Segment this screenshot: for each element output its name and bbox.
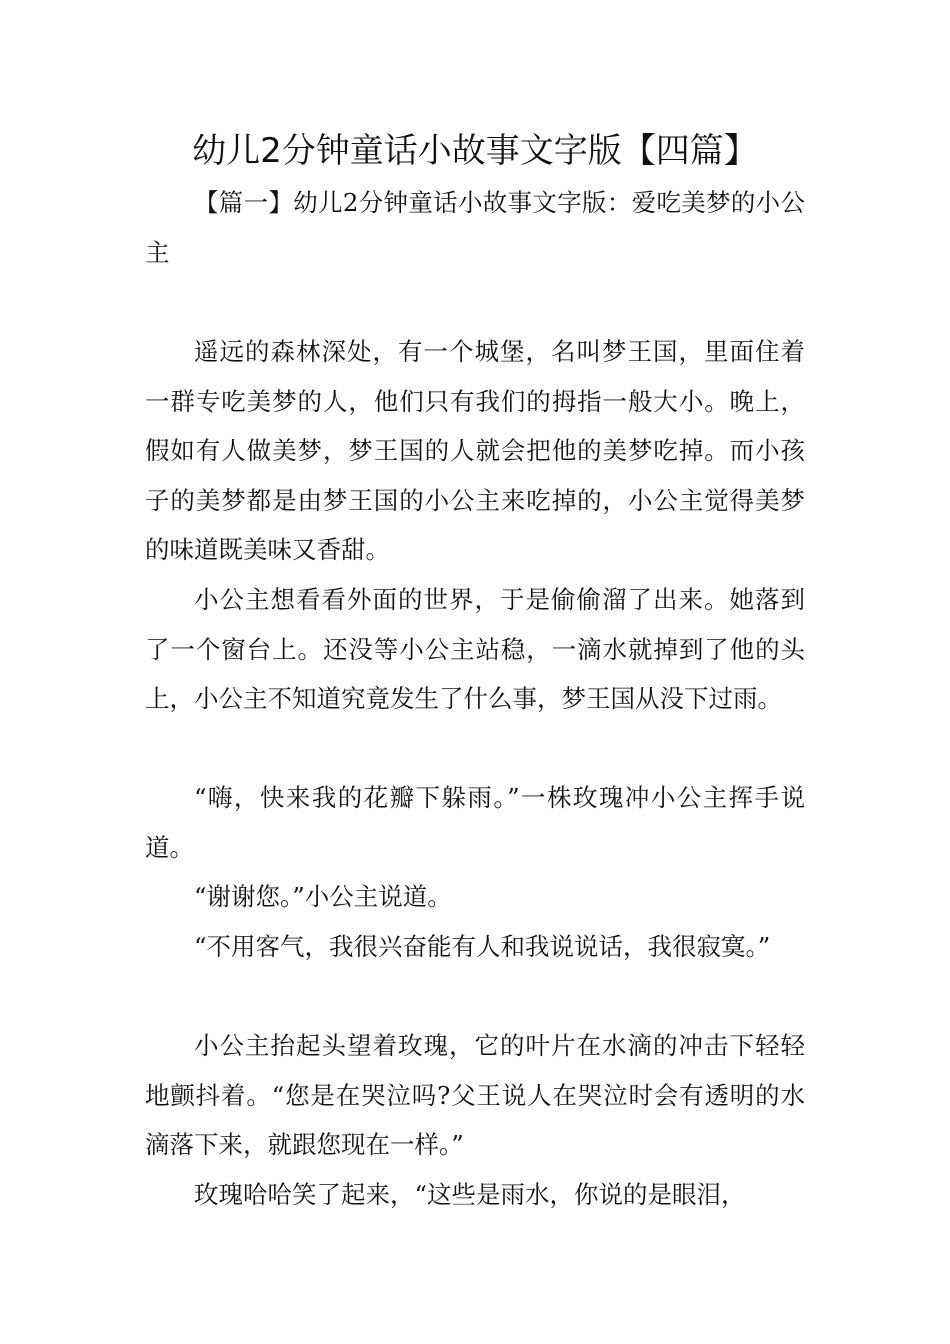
- story-paragraph-2: 小公主想看看外面的世界，于是偷偷溜了出来。她落到了一个窗台上。还没等小公主站稳，一滴水就掉到了他的头上，小公主不知道究竟发生了什么事，梦王国从没下过雨。: [145, 585, 805, 713]
- page-title: 幼儿2分钟童话小故事文字版【四篇】: [192, 131, 758, 171]
- story-paragraph-3: “嗨，快来我的花瓣下躲雨。”一株玫瑰冲小公主挥手说道。: [145, 783, 805, 862]
- story-paragraph-5: “不用客气，我很兴奋能有人和我说说话，我很寂寞。”: [194, 932, 771, 961]
- story-paragraph-7: 玫瑰哈哈笑了起来，“这些是雨水，你说的是眼泪，: [194, 1180, 746, 1209]
- story-paragraph-1: 遥远的森林深处，有一个城堡，名叫梦王国，里面住着一群专吃美梦的人，他们只有我们的拇指一般大小。晚上，假如有人做美梦，梦王国的人就会把他的美梦吃掉。而小孩子的美梦都是由梦王国的小公主来吃掉的，小公主觉得美梦的味道既美味又香甜。: [145, 337, 805, 564]
- story-paragraph-4: “谢谢您。”小公主说道。: [194, 882, 452, 911]
- section-heading: 【篇一】幼儿2分钟童话小故事文字版：爱吃美梦的小公主: [145, 188, 805, 267]
- story-paragraph-6: 小公主抬起头望着玫瑰，它的叶片在水滴的冲击下轻轻地颤抖着。“您是在哭泣吗?父王说人在哭泣时会有透明的水滴落下来，就跟您现在一样。”: [145, 1031, 805, 1159]
